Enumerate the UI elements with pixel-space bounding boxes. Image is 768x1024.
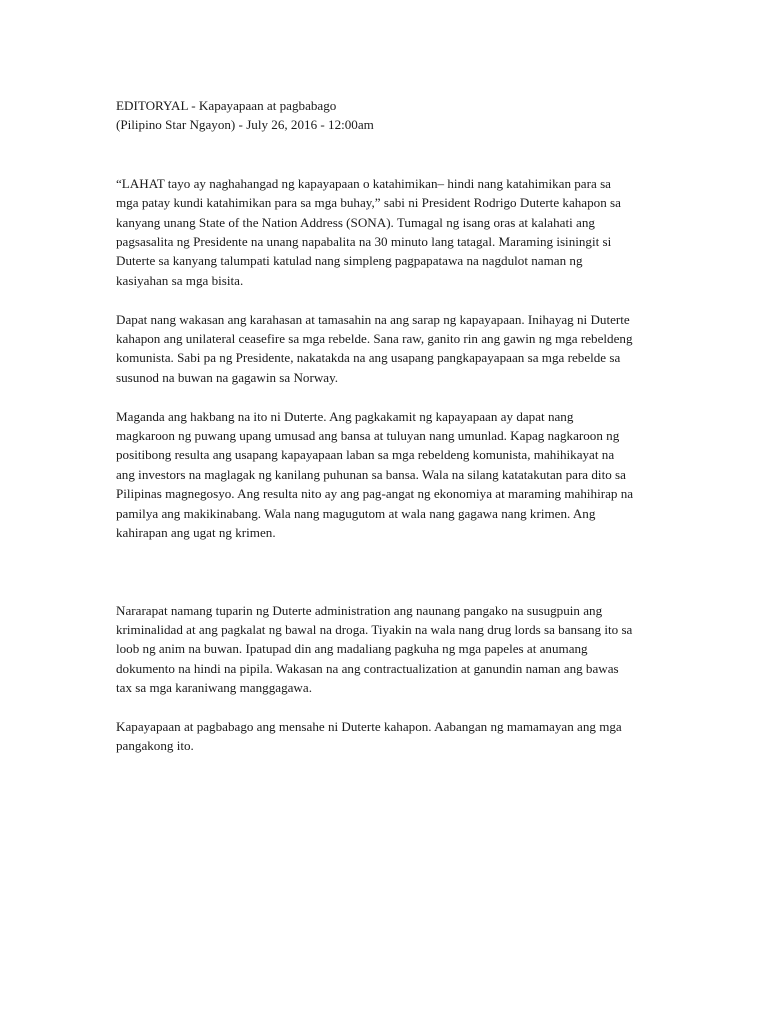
paragraph-line: kahirapan ang ugat ng krimen. (116, 525, 276, 541)
paragraph-line: tax sa mga karaniwang manggagawa. (116, 680, 312, 696)
paragraph-line: ang investors na maglagak ng kanilang puhunan sa bansa. Wala na silang katatakutan para dito sa (116, 466, 626, 482)
paragraph-line: kriminalidad at ang pagkalat ng bawal na droga. Tiyakin na wala nang drug lords sa bansang ito sa (116, 621, 633, 637)
paragraph-line: magkaroon ng puwang upang umusad ang bansa at tuluyan nang umunlad. Kapag nagkaroon ng (116, 428, 620, 444)
paragraph-1 (116, 174, 656, 290)
paragraph-line: komunista. Sabi pa ng Presidente, nakatakda na ang usapang pangkapayapaan sa mga rebelde sa (116, 350, 621, 366)
article-byline: (Pilipino Star Ngayon) - July 26, 2016 - 12:00am (116, 117, 374, 133)
paragraph-line: Pilipinas magnegosyo. Ang resulta nito ay ang pag-angat ng ekonomiya at maraming mahihirap na (116, 486, 634, 502)
editorial-article (116, 96, 656, 775)
paragraph-line: pangakong ito. (116, 738, 194, 754)
paragraph-line: kahapon ang unilateral ceasefire sa mga rebelde. Sana raw, ganito rin ang gawin ng mga rebeldeng (116, 331, 633, 347)
paragraph-line: “LAHAT tayo ay naghahangad ng kapayapaan o katahimikan– hindi nang katahimikan para sa (116, 175, 611, 191)
paragraph-line: Kapayapaan at pagbabago ang mensahe ni Duterte kahapon. Aabangan ng mamamayan ang mga (116, 718, 622, 734)
paragraph-line: Dapat nang wakasan ang karahasan at tamasahin na ang sarap ng kapayapaan. Inihayag ni Duterte (116, 311, 630, 327)
paragraph-line: Duterte sa kanyang talumpati katulad nang simpleng pagpapatawa na nagdulot naman ng (116, 253, 583, 269)
paragraph-line: Nararapat namang tuparin ng Duterte administration ang naunang pangako na susugpuin ang (116, 602, 603, 618)
paragraph-3 (116, 407, 656, 543)
paragraph-4 (116, 601, 656, 698)
article-title: EDITORYAL - Kapayapaan at pagbabago (116, 98, 337, 113)
paragraph-line: loob ng anim na buwan. Ipatupad din ang madaliang pagkuha ng mga papeles at anumang (116, 641, 588, 657)
paragraph-line: pagsasalita ng Presidente na unang napabalita na 30 minuto lang tatagal. Maraming isiningit si (116, 234, 612, 250)
paragraph-line: dokumento na hindi na pipila. Wakasan na ang contractualization at ganundin naman ang bawas (116, 660, 619, 676)
paragraph-line: pamilya ang makikinabang. Wala nang magugutom at wala nang gagawa nang krimen. Ang (116, 505, 596, 521)
paragraph-line: Maganda ang hakbang na ito ni Duterte. Ang pagkakamit ng kapayapaan ay dapat nang (116, 408, 574, 424)
paragraph-2 (116, 310, 656, 388)
paragraph-line: kasiyahan sa mga bisita. (116, 272, 244, 288)
paragraph-5 (116, 717, 656, 756)
paragraph-line: kanyang unang State of the Nation Address (SONA). Tumagal ng isang oras at kalahati ang (116, 214, 595, 230)
paragraph-line: susunod na buwan na gagawin sa Norway. (116, 369, 339, 385)
paragraph-line: positibong resulta ang usapang kapayapaan laban sa mga rebeldeng komunista, mahihikayat na (116, 447, 615, 463)
paragraph-line: mga patay kundi katahimikan para sa mga buhay,” sabi ni President Rodrigo Duterte kahapon sa (116, 195, 621, 211)
article-header (116, 96, 656, 135)
